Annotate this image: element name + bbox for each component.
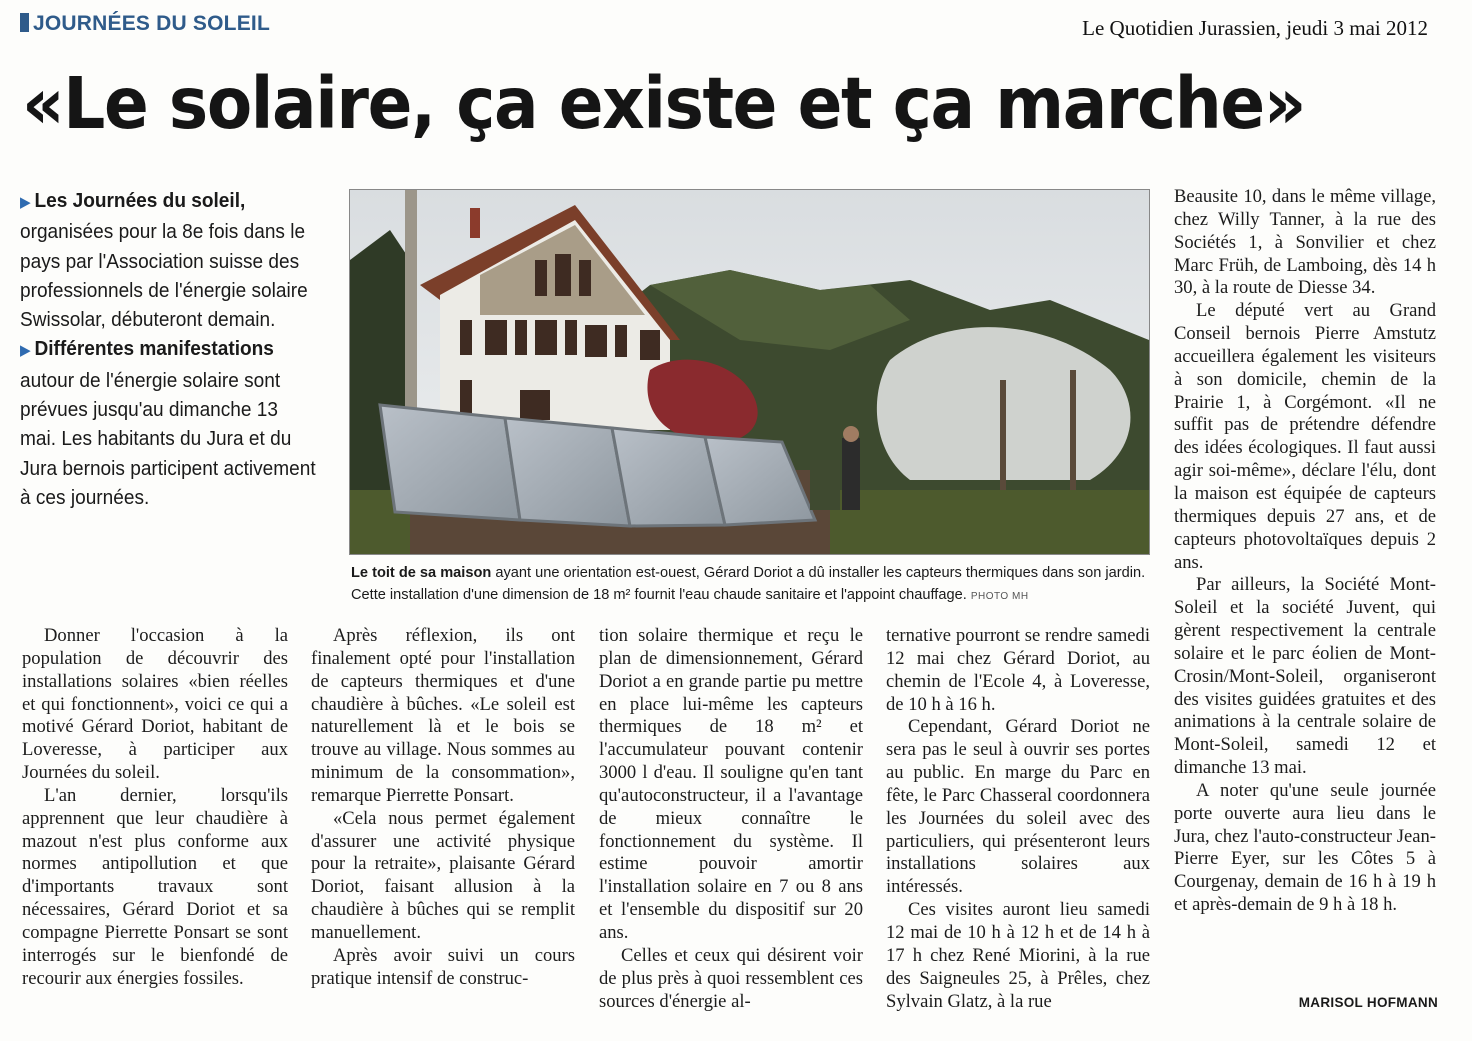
photo [349, 189, 1150, 555]
photo-caption [351, 562, 1151, 608]
paragraph: Donner l'occasion à la population de découvrir des installations solaires «bien réelles et qui fonctionnent», voici ce qui a motivé Gérard Doriot, habitant de Loveresse, à participer aux Journées du soleil. [22, 625, 288, 784]
paragraph: tion solaire thermique et reçu le plan de dimensionnement, Gérard Doriot a en grande partie pu mettre en place lui-même les capteurs thermiques de 18 m² et l'accumulateur pouvant contenir 3000 l d'eau. Il souligne qu'en tant qu'autoconstructeur, il a l'avantage de mieux connaître le fonctionnement du système. Il estime pouvoir amortir l'installation solaire en 7 ou 8 ans et l'ensemble du dispositif sur 20 ans. [599, 625, 863, 943]
paragraph: L'an dernier, lorsqu'ils apprennent que leur chaudière à mazout n'est plus conforme aux normes antipollution et que d'importants travaux sont nécessaires, Gérard Doriot et sa compagne Pierrette Ponsart se sont interrogés sur le bienfondé de recourir aux énergies fossiles. [22, 784, 288, 989]
caption-bold: Le toit de sa maison [351, 565, 492, 581]
paragraph: Ces visites auront lieu samedi 12 mai de 10 h à 12 h et de 14 h à 17 h chez René Miorini, à la rue des Saigneules 25, à Prêles, chez Sylvain Glatz, à la rue [886, 899, 1150, 1012]
body-column-3 [599, 625, 863, 1013]
caption-text: ayant une orientation est-ouest, Gérard Doriot a dû installer les capteurs thermiques dans son jardin. Cette installation d'une dimension de 18 m² fournit l'eau chaude sanitaire et l'appoint chauffage. [351, 565, 1146, 603]
lead-bold: Différentes manifestations [34, 337, 274, 361]
rubric-label: JOURNÉES DU SOLEIL [33, 12, 270, 35]
paragraph: Par ailleurs, la Société Mont-Soleil et la société Juvent, qui gèrent respectivement la centrale solaire et le parc éolien de Mont-Crosin/Mont-Soleil, organiseront des visites guidées gratuites et des animations à la centrale solaire de Mont-Soleil, samedi 12 et dimanche 13 mai. [1174, 574, 1436, 779]
lead-text: organisées pour la 8e fois dans le pays par l'Association suisse des professionnels de l'énergie solaire Swissolar, débuteront demain. [20, 220, 308, 332]
triangle-bullet-icon: ▶ [20, 194, 31, 211]
body-column-5 [1174, 186, 1436, 917]
source-line: Le Quotidien Jurassien, jeudi 3 mai 2012 [1082, 16, 1428, 40]
photo-house-solar-panels [350, 190, 1149, 554]
paragraph: «Cela nous permet également d'assurer une activité physique pour la retraite», plaisante Gérard Doriot, faisant allusion à la chaudière à bûches qui se remplit manuellement. [311, 807, 575, 943]
lead-summary [20, 186, 318, 512]
paragraph: ternative pourront se rendre samedi 12 mai chez Gérard Doriot, au chemin de l'Ecole 4, à Loveresse, de 10 h à 16 h. [886, 625, 1150, 715]
byline: MARISOL HOFMANN [1298, 995, 1438, 1010]
headline: «Le solaire, ça existe et ça marche» [22, 62, 1306, 145]
lead-text: autour de l'énergie solaire sont prévues jusqu'au dimanche 13 mai. Les habitants du Jura et du Jura bernois participent activement à ces journées. [20, 368, 316, 509]
triangle-bullet-icon: ▶ [20, 342, 31, 360]
paragraph: Après avoir suivi un cours pratique intensif de construc- [311, 944, 575, 989]
lead-item [20, 186, 318, 334]
body-column-2 [311, 625, 575, 991]
paragraph: Le député vert au Grand Conseil bernois Pierre Amstutz accueillera également les visiteurs à son domicile, chemin de la Prairie 1, à Corgémont. «Il ne suffit pas de prétendre défendre des idées écologiques. Il faut aussi agir soi-même», déclare l'élu, dont la maison est équipée de capteurs thermiques depuis 27 ans, et de capteurs photovoltaïques depuis 2 ans. [1174, 300, 1436, 573]
body-column-4 [886, 625, 1150, 1013]
paragraph: Celles et ceux qui désirent voir de plus près à quoi ressemblent ces sources d'énergie al- [599, 944, 863, 1012]
paragraph: Beausite 10, dans le même village, chez Willy Tanner, à la rue des Sociétés 1, à Sonvilier et chez Marc Früh, de Lamboing, dès 14 h 30, à la route de Diesse 34. [1174, 186, 1436, 299]
paragraph: A noter qu'une seule journée porte ouverte aura lieu dans le Jura, chez l'auto-constructeur Jean-Pierre Eyer, sur les Côtes 5 à Courgenay, demain de 16 h à 19 h et après-demain de 9 h à 18 h. [1174, 779, 1436, 916]
paragraph: Cependant, Gérard Doriot ne sera pas le seul à ouvrir ses portes au public. En marge du Parc en fête, le Parc Chasseral coordonnera les Journées du soleil avec des particuliers, qui présenteront leurs installations solaires aux intéressés. [886, 716, 1150, 898]
lead-bold: Les Journées du soleil, [34, 189, 246, 212]
rubric [20, 12, 270, 36]
lead-item [20, 334, 318, 512]
rubric-marker [20, 13, 29, 32]
photo-credit: PHOTO MH [970, 591, 1029, 602]
body-column-1 [22, 625, 288, 991]
paragraph: Après réflexion, ils ont finalement opté pour l'installation de capteurs thermiques et d'une chaudière à bûches. «Le soleil est naturellement là et le bois se trouve au village. Nous sommes au minimum de la consommation», remarque Pierrette Ponsart. [311, 625, 575, 806]
